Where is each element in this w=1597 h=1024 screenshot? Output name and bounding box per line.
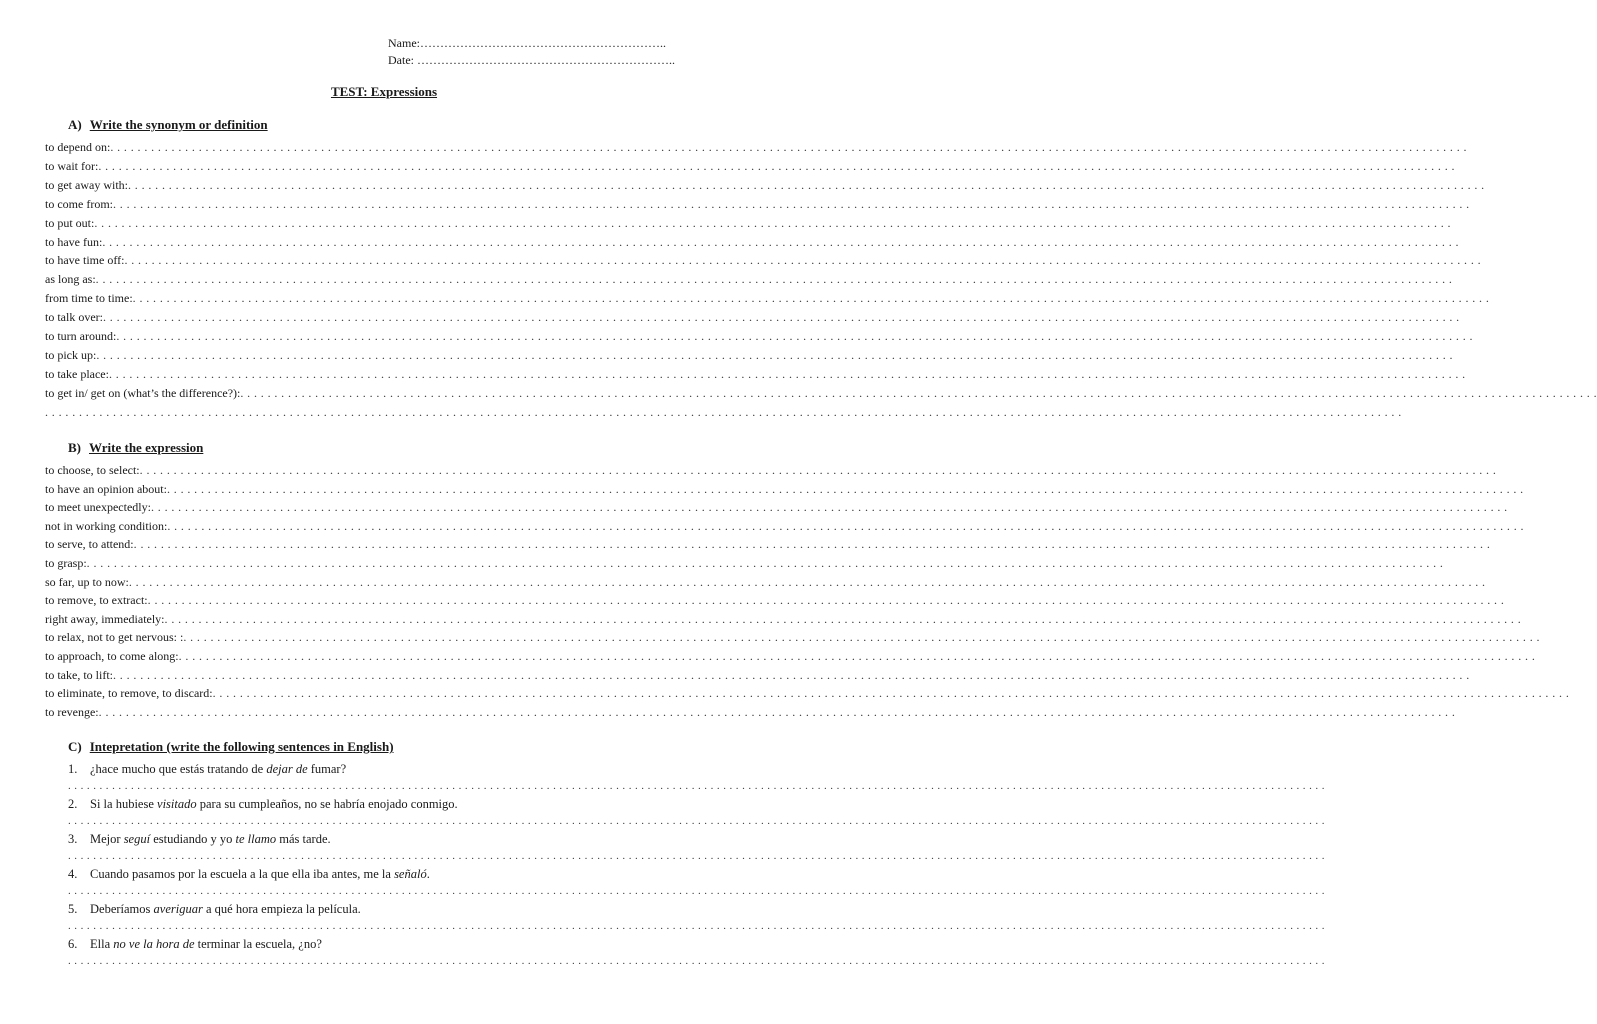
sentence-emphasis: dejar de	[266, 762, 308, 776]
section-a-item[interactable]	[45, 385, 1597, 401]
section-b-answer-blank[interactable]: . . . . . . . . . . . . . . . . . . . . . . . . . . . . . . . . . . . . . . . . . . . . . . . . . . . . . . . . . . . . . . . . . . . . . . . . . . . . . . . . . . . . . . . . . . . . . . . . . . . . . . . . . . . . . . . . . . . . . . . . . . . . . . . . . . . . . . . . . . . . . . . . . . . . . . . . . . . . . . . . . . . . . . . . . . . . . . . . . . . . . . . . . . . . . . . . . . . . . . . .	[147, 593, 1505, 608]
section-c-answer-line[interactable]: . . . . . . . . . . . . . . . . . . . . . . . . . . . . . . . . . . . . . . . . . . . . . . . . . . . . . . . . . . . . . . . . . . . . . . . . . . . . . . . . . . . . . . . . . . . . . . . . . . . . . . . . . . . . . . . . . . . . . . . . . . . . . . . . . . . . . . . . . . . . . . . . . . . . . . . . . . . . . . . . . . . . . . . . . . . . . . . . . . . . . . . . . . . . . . . . . . . . . . . .	[68, 955, 1325, 967]
section-a-item-label: to put out:	[45, 215, 95, 230]
sentence-text: Ella	[90, 937, 114, 951]
section-a-item-label: to turn around:	[45, 329, 117, 343]
section-a-item[interactable]	[45, 196, 1470, 212]
sentence-text: .	[426, 867, 430, 881]
date-line[interactable]	[388, 53, 675, 68]
sentence-text: Mejor	[90, 832, 124, 846]
section-c-answer-line[interactable]: . . . . . . . . . . . . . . . . . . . . . . . . . . . . . . . . . . . . . . . . . . . . . . . . . . . . . . . . . . . . . . . . . . . . . . . . . . . . . . . . . . . . . . . . . . . . . . . . . . . . . . . . . . . . . . . . . . . . . . . . . . . . . . . . . . . . . . . . . . . . . . . . . . . . . . . . . . . . . . . . . . . . . . . . . . . . . . . . . . . . . . . . . . . . . . . . . . . . . . . .	[68, 920, 1325, 932]
section-a-item-label: to get in/ get on (what’s the difference?):	[45, 385, 241, 400]
section-a-item[interactable]	[45, 234, 1459, 250]
section-a-item[interactable]	[45, 366, 1466, 382]
section-b-heading	[68, 440, 203, 456]
section-c-title: Intepretation (write the following sentences in English)	[89, 739, 394, 754]
sentence-emphasis: seguí	[123, 832, 151, 846]
section-b-item[interactable]	[45, 611, 1522, 627]
section-b-item-label: not in working condition:	[45, 518, 168, 533]
section-a-item-label: to have fun:	[45, 234, 103, 249]
sentence-text: para su cumpleaños, no se habría enojado conmigo.	[196, 797, 458, 811]
section-b-item[interactable]	[45, 593, 1505, 608]
section-b-answer-blank[interactable]: . . . . . . . . . . . . . . . . . . . . . . . . . . . . . . . . . . . . . . . . . . . . . . . . . . . . . . . . . . . . . . . . . . . . . . . . . . . . . . . . . . . . . . . . . . . . . . . . . . . . . . . . . . . . . . . . . . . . . . . . . . . . . . . . . . . . . . . . . . . . . . . . . . . . . . . . . . . . . . . . . . . . . . . . . . . . . . . . . . . . . . . . . . . . . . . . . . . . . . . .	[113, 667, 1470, 682]
section-b-item-label: to remove, to extract:	[45, 593, 148, 608]
section-b-item-label: to take, to lift:	[45, 667, 113, 682]
section-b-item[interactable]	[45, 630, 1540, 645]
section-b-title: Write the expression	[89, 440, 204, 455]
section-c-heading	[68, 739, 394, 755]
section-b-item-label: to relax, not to get nervous: :	[45, 630, 184, 645]
section-a-title: Write the synonym or definition	[89, 117, 268, 132]
section-a-item[interactable]	[45, 253, 1482, 268]
section-a-marker: A)	[68, 117, 82, 132]
section-a-answer-blank[interactable]: . . . . . . . . . . . . . . . . . . . . . . . . . . . . . . . . . . . . . . . . . . . . . . . . . . . . . . . . . . . . . . . . . . . . . . . . . . . . . . . . . . . . . . . . . . . . . . . . . . . . . . . . . . . . . . . . . . . . . . . . . . . . . . . . . . . . . . . . . . . . . . . . . . . . . . . . . . . . . . . . . . . . . . . . . . . . . . . . . . . . . . . . . . . . . . . . . . . . . . . .	[132, 291, 1490, 306]
sentence-number: 2.	[68, 797, 78, 811]
sentence-text: Si la hubiese	[90, 797, 158, 811]
sentence-text: Deberíamos	[90, 902, 154, 916]
section-b-item[interactable]	[45, 481, 1524, 497]
section-a-answer-blank[interactable]: . . . . . . . . . . . . . . . . . . . . . . . . . . . . . . . . . . . . . . . . . . . . . . . . . . . . . . . . . . . . . . . . . . . . . . . . . . . . . . . . . . . . . . . . . . . . . . . . . . . . . . . . . . . . . . . . . . . . . . . . . . . . . . . . . . . . . . . . . . . . . . . . . . . . . . . . . . . . . . . . . . . . . . . . . . . . . . . . . . . . . . . . . . . . . . . . . . . . . . . .	[94, 215, 1451, 230]
section-a-item[interactable]	[45, 347, 1453, 363]
section-a-item[interactable]	[45, 177, 1485, 193]
section-a-item[interactable]	[45, 140, 1467, 155]
section-a-answer-blank[interactable]: . . . . . . . . . . . . . . . . . . . . . . . . . . . . . . . . . . . . . . . . . . . . . . . . . . . . . . . . . . . . . . . . . . . . . . . . . . . . . . . . . . . . . . . . . . . . . . . . . . . . . . . . . . . . . . . . . . . . . . . . . . . . . . . . . . . . . . . . . . . . . . . . . . . . . . . . . . . . . . . . . . . . . . . . . . . . . . . . . . . . . . . . . . . . . . . . . . . . . . . .	[124, 253, 1482, 268]
section-b-item[interactable]	[45, 556, 1444, 571]
section-b-item[interactable]	[45, 518, 1524, 534]
section-b-answer-blank[interactable]: . . . . . . . . . . . . . . . . . . . . . . . . . . . . . . . . . . . . . . . . . . . . . . . . . . . . . . . . . . . . . . . . . . . . . . . . . . . . . . . . . . . . . . . . . . . . . . . . . . . . . . . . . . . . . . . . . . . . . . . . . . . . . . . . . . . . . . . . . . . . . . . . . . . . . . . . . . . . . . . . . . . . . . . . . . . . . . . . . . . . . . . . . . . . . . . . . . . . . . . .	[166, 481, 1524, 496]
sentence-text: a qué hora empieza la película.	[202, 902, 361, 916]
section-c-answer-line[interactable]: . . . . . . . . . . . . . . . . . . . . . . . . . . . . . . . . . . . . . . . . . . . . . . . . . . . . . . . . . . . . . . . . . . . . . . . . . . . . . . . . . . . . . . . . . . . . . . . . . . . . . . . . . . . . . . . . . . . . . . . . . . . . . . . . . . . . . . . . . . . . . . . . . . . . . . . . . . . . . . . . . . . . . . . . . . . . . . . . . . . . . . . . . . . . . . . . . . . . . . . .	[68, 850, 1325, 862]
section-c-answer-line[interactable]: . . . . . . . . . . . . . . . . . . . . . . . . . . . . . . . . . . . . . . . . . . . . . . . . . . . . . . . . . . . . . . . . . . . . . . . . . . . . . . . . . . . . . . . . . . . . . . . . . . . . . . . . . . . . . . . . . . . . . . . . . . . . . . . . . . . . . . . . . . . . . . . . . . . . . . . . . . . . . . . . . . . . . . . . . . . . . . . . . . . . . . . . . . . . . . . . . . . . . . . .	[68, 780, 1325, 792]
section-b-item[interactable]	[45, 500, 1508, 515]
section-a-item-label: to get away with:	[45, 177, 128, 192]
section-a-item-label: from time to time:	[45, 291, 133, 306]
section-b-item[interactable]	[45, 686, 1570, 701]
section-a-item[interactable]	[45, 158, 1455, 174]
section-a-item-label: to talk over:	[45, 310, 103, 325]
section-a-item-label: to have time off:	[45, 253, 125, 268]
section-a-answer-blank[interactable]: . . . . . . . . . . . . . . . . . . . . . . . . . . . . . . . . . . . . . . . . . . . . . . . . . . . . . . . . . . . . . . . . . . . . . . . . . . . . . . . . . . . . . . . . . . . . . . . . . . . . . . . . . . . . . . . . . . . . . . . . . . . . . . . . . . . . . . . . . . . . . . . . . . . . . . . . . . . . . . . . . . . . . . . . . . . . . . . . . . . . . . . . . . . . . . . . . . . . . . . .	[102, 310, 1460, 325]
section-b-answer-blank[interactable]: . . . . . . . . . . . . . . . . . . . . . . . . . . . . . . . . . . . . . . . . . . . . . . . . . . . . . . . . . . . . . . . . . . . . . . . . . . . . . . . . . . . . . . . . . . . . . . . . . . . . . . . . . . . . . . . . . . . . . . . . . . . . . . . . . . . . . . . . . . . . . . . . . . . . . . . . . . . . . . . . . . . . . . . . . . . . . . . . . . . . . . . . . . . . . . . . . . . . . . . .	[128, 574, 1486, 589]
section-a-extra-line[interactable]: . . . . . . . . . . . . . . . . . . . . . . . . . . . . . . . . . . . . . . . . . . . . . . . . . . . . . . . . . . . . . . . . . . . . . . . . . . . . . . . . . . . . . . . . . . . . . . . . . . . . . . . . . . . . . . . . . . . . . . . . . . . . . . . . . . . . . . . . . . . . . . . . . . . . . . . . . . . . . . . . . . . . . . . . . . . . . . . . . . . . . . . . . . . . . . . . . . . . . . . .	[45, 405, 1402, 419]
section-b-item[interactable]	[45, 704, 1456, 720]
section-b-item-label: to eliminate, to remove, to discard:	[45, 686, 213, 701]
section-a-answer-blank[interactable]: . . . . . . . . . . . . . . . . . . . . . . . . . . . . . . . . . . . . . . . . . . . . . . . . . . . . . . . . . . . . . . . . . . . . . . . . . . . . . . . . . . . . . . . . . . . . . . . . . . . . . . . . . . . . . . . . . . . . . . . . . . . . . . . . . . . . . . . . . . . . . . . . . . . . . . . . . . . . . . . . . . . . . . . . . . . . . . . . . . . . . . . . . . . . . . . . . . . . . . . .	[95, 272, 1453, 287]
name-blank[interactable]: ……………………………………………………..	[420, 36, 666, 50]
sentence-emphasis: te llamo	[235, 832, 277, 846]
section-a-item[interactable]	[45, 329, 1473, 344]
sentence-number: 3.	[68, 832, 78, 846]
page-title: TEST: Expressions	[330, 84, 438, 99]
section-b-item[interactable]	[45, 463, 1497, 478]
section-a-answer-blank[interactable]: . . . . . . . . . . . . . . . . . . . . . . . . . . . . . . . . . . . . . . . . . . . . . . . . . . . . . . . . . . . . . . . . . . . . . . . . . . . . . . . . . . . . . . . . . . . . . . . . . . . . . . . . . . . . . . . . . . . . . . . . . . . . . . . . . . . . . . . . . . . . . . . . . . . . . . . . . . . . . . . . . . . . . . . . . . . . . . . . . . . . . . . . . . . . . . . . . . . . . . . .	[110, 140, 1467, 154]
sentence-emphasis: señaló	[394, 867, 427, 881]
section-b-item[interactable]	[45, 574, 1486, 590]
sentence-number: 1.	[68, 762, 78, 776]
sentence-text: ¿hace mucho que estás tratando de	[90, 762, 267, 776]
section-a-item-label: to depend on:	[45, 140, 111, 154]
sentence-text: estudiando y yo	[150, 832, 236, 846]
sentence-number: 6.	[68, 937, 78, 951]
section-a-answer-blank[interactable]: . . . . . . . . . . . . . . . . . . . . . . . . . . . . . . . . . . . . . . . . . . . . . . . . . . . . . . . . . . . . . . . . . . . . . . . . . . . . . . . . . . . . . . . . . . . . . . . . . . . . . . . . . . . . . . . . . . . . . . . . . . . . . . . . . . . . . . . . . . . . . . . . . . . . . . . . . . . . . . . . . . . . . . . . . . . . . . . . . . . . . . . . . . . . . . . . . . . . . . . .	[116, 329, 1473, 343]
section-b-answer-blank[interactable]: . . . . . . . . . . . . . . . . . . . . . . . . . . . . . . . . . . . . . . . . . . . . . . . . . . . . . . . . . . . . . . . . . . . . . . . . . . . . . . . . . . . . . . . . . . . . . . . . . . . . . . . . . . . . . . . . . . . . . . . . . . . . . . . . . . . . . . . . . . . . . . . . . . . . . . . . . . . . . . . . . . . . . . . . . . . . . . . . . . . . . . . . . . . . . . . . . . . . . . . .	[183, 630, 1540, 645]
sentence-emphasis: no ve la hora de	[113, 937, 195, 951]
name-line[interactable]	[388, 36, 666, 51]
section-b-answer-blank[interactable]: . . . . . . . . . . . . . . . . . . . . . . . . . . . . . . . . . . . . . . . . . . . . . . . . . . . . . . . . . . . . . . . . . . . . . . . . . . . . . . . . . . . . . . . . . . . . . . . . . . . . . . . . . . . . . . . . . . . . . . . . . . . . . . . . . . . . . . . . . . . . . . . . . . . . . . . . . . . . . . . . . . . . . . . . . . . . . . . . . . . . . . . . . . . . . . . . . . . . . . . .	[167, 518, 1524, 533]
section-a-item[interactable]	[45, 291, 1490, 306]
section-b-answer-blank[interactable]: . . . . . . . . . . . . . . . . . . . . . . . . . . . . . . . . . . . . . . . . . . . . . . . . . . . . . . . . . . . . . . . . . . . . . . . . . . . . . . . . . . . . . . . . . . . . . . . . . . . . . . . . . . . . . . . . . . . . . . . . . . . . . . . . . . . . . . . . . . . . . . . . . . . . . . . . . . . . . . . . . . . . . . . . . . . . . . . . . . . . . . . . . . . . . . . . . . . . . . . .	[86, 556, 1444, 570]
section-c-sentence	[68, 832, 331, 847]
section-b-item-label: so far, up to now:	[45, 574, 129, 589]
section-c-marker: C)	[68, 739, 82, 754]
section-a-answer-blank[interactable]: . . . . . . . . . . . . . . . . . . . . . . . . . . . . . . . . . . . . . . . . . . . . . . . . . . . . . . . . . . . . . . . . . . . . . . . . . . . . . . . . . . . . . . . . . . . . . . . . . . . . . . . . . . . . . . . . . . . . . . . . . . . . . . . . . . . . . . . . . . . . . . . . . . . . . . . . . . . . . . . . . . . . . . . . . . . . . . . . . . . . . . . . . . . . . . . . . . . . . . . .	[240, 385, 1597, 400]
sentence-number: 5.	[68, 902, 78, 916]
section-b-answer-blank[interactable]: . . . . . . . . . . . . . . . . . . . . . . . . . . . . . . . . . . . . . . . . . . . . . . . . . . . . . . . . . . . . . . . . . . . . . . . . . . . . . . . . . . . . . . . . . . . . . . . . . . . . . . . . . . . . . . . . . . . . . . . . . . . . . . . . . . . . . . . . . . . . . . . . . . . . . . . . . . . . . . . . . . . . . . . . . . . . . . . . . . . . . . . . . . . . . . . . . . . . . . . .	[98, 704, 1456, 719]
section-a-item-label: to come from:	[45, 196, 113, 211]
sentence-text: más tarde.	[276, 832, 331, 846]
sentence-number: 4.	[68, 867, 78, 881]
section-c-sentence	[68, 902, 361, 917]
section-b-answer-blank[interactable]: . . . . . . . . . . . . . . . . . . . . . . . . . . . . . . . . . . . . . . . . . . . . . . . . . . . . . . . . . . . . . . . . . . . . . . . . . . . . . . . . . . . . . . . . . . . . . . . . . . . . . . . . . . . . . . . . . . . . . . . . . . . . . . . . . . . . . . . . . . . . . . . . . . . . . . . . . . . . . . . . . . . . . . . . . . . . . . . . . . . . . . . . . . . . . . . . . . . . . . . .	[178, 649, 1536, 663]
section-c-answer-line[interactable]: . . . . . . . . . . . . . . . . . . . . . . . . . . . . . . . . . . . . . . . . . . . . . . . . . . . . . . . . . . . . . . . . . . . . . . . . . . . . . . . . . . . . . . . . . . . . . . . . . . . . . . . . . . . . . . . . . . . . . . . . . . . . . . . . . . . . . . . . . . . . . . . . . . . . . . . . . . . . . . . . . . . . . . . . . . . . . . . . . . . . . . . . . . . . . . . . . . . . . . . .	[68, 885, 1325, 897]
sentence-emphasis: visitado	[157, 797, 197, 811]
name-label: Name:	[388, 36, 420, 50]
section-c-sentence	[68, 797, 458, 812]
section-a-item-label: to pick up:	[45, 347, 97, 362]
section-b-item-label: to meet unexpectedly:	[45, 500, 151, 515]
section-b-item-label: to have an opinion about:	[45, 481, 167, 496]
date-label: Date:	[388, 53, 414, 67]
section-b-item-label: to approach, to come along:	[45, 649, 179, 663]
section-b-item[interactable]	[45, 537, 1491, 552]
section-b-answer-blank[interactable]: . . . . . . . . . . . . . . . . . . . . . . . . . . . . . . . . . . . . . . . . . . . . . . . . . . . . . . . . . . . . . . . . . . . . . . . . . . . . . . . . . . . . . . . . . . . . . . . . . . . . . . . . . . . . . . . . . . . . . . . . . . . . . . . . . . . . . . . . . . . . . . . . . . . . . . . . . . . . . . . . . . . . . . . . . . . . . . . . . . . . . . . . . . . . . . . . . . . . . . . .	[212, 686, 1570, 701]
section-b-answer-blank[interactable]: . . . . . . . . . . . . . . . . . . . . . . . . . . . . . . . . . . . . . . . . . . . . . . . . . . . . . . . . . . . . . . . . . . . . . . . . . . . . . . . . . . . . . . . . . . . . . . . . . . . . . . . . . . . . . . . . . . . . . . . . . . . . . . . . . . . . . . . . . . . . . . . . . . . . . . . . . . . . . . . . . . . . . . . . . . . . . . . . . . . . . . . . . . . . . . . . . . . . . . . .	[133, 537, 1491, 552]
section-a-item-label: to wait for:	[45, 158, 99, 173]
section-c-answer-line[interactable]: . . . . . . . . . . . . . . . . . . . . . . . . . . . . . . . . . . . . . . . . . . . . . . . . . . . . . . . . . . . . . . . . . . . . . . . . . . . . . . . . . . . . . . . . . . . . . . . . . . . . . . . . . . . . . . . . . . . . . . . . . . . . . . . . . . . . . . . . . . . . . . . . . . . . . . . . . . . . . . . . . . . . . . . . . . . . . . . . . . . . . . . . . . . . . . . . . . . . . . . .	[68, 815, 1325, 827]
section-b-answer-blank[interactable]: . . . . . . . . . . . . . . . . . . . . . . . . . . . . . . . . . . . . . . . . . . . . . . . . . . . . . . . . . . . . . . . . . . . . . . . . . . . . . . . . . . . . . . . . . . . . . . . . . . . . . . . . . . . . . . . . . . . . . . . . . . . . . . . . . . . . . . . . . . . . . . . . . . . . . . . . . . . . . . . . . . . . . . . . . . . . . . . . . . . . . . . . . . . . . . . . . . . . . . . .	[150, 500, 1508, 515]
section-a-item[interactable]	[45, 272, 1453, 287]
section-c-sentence	[68, 937, 322, 952]
section-c-sentence	[68, 762, 346, 777]
section-a-heading	[68, 117, 268, 133]
section-b-marker: B)	[68, 440, 81, 455]
section-b-item-label: to revenge:	[45, 704, 99, 719]
section-b-item-label: to grasp:	[45, 556, 87, 570]
sentence-emphasis: averiguar	[153, 902, 203, 916]
section-b-item-label: right away, immediately:	[45, 611, 165, 626]
section-a-item-label: to take place:	[45, 366, 109, 381]
sentence-text: terminar la escuela, ¿no?	[194, 937, 322, 951]
section-a-answer-blank[interactable]: . . . . . . . . . . . . . . . . . . . . . . . . . . . . . . . . . . . . . . . . . . . . . . . . . . . . . . . . . . . . . . . . . . . . . . . . . . . . . . . . . . . . . . . . . . . . . . . . . . . . . . . . . . . . . . . . . . . . . . . . . . . . . . . . . . . . . . . . . . . . . . . . . . . . . . . . . . . . . . . . . . . . . . . . . . . . . . . . . . . . . . . . . . . . . . . . . . . . . . . .	[127, 177, 1485, 192]
section-a-item[interactable]	[45, 310, 1460, 325]
section-b-item-label: to serve, to attend:	[45, 537, 134, 552]
date-blank[interactable]: ………………………………………………………..	[417, 53, 675, 67]
section-c-sentence	[68, 867, 430, 882]
section-a-answer-blank[interactable]: . . . . . . . . . . . . . . . . . . . . . . . . . . . . . . . . . . . . . . . . . . . . . . . . . . . . . . . . . . . . . . . . . . . . . . . . . . . . . . . . . . . . . . . . . . . . . . . . . . . . . . . . . . . . . . . . . . . . . . . . . . . . . . . . . . . . . . . . . . . . . . . . . . . . . . . . . . . . . . . . . . . . . . . . . . . . . . . . . . . . . . . . . . . . . . . . . . . . . . . .	[98, 158, 1455, 173]
section-b-item-label: to choose, to select:	[45, 463, 140, 477]
section-a-answer-blank[interactable]: . . . . . . . . . . . . . . . . . . . . . . . . . . . . . . . . . . . . . . . . . . . . . . . . . . . . . . . . . . . . . . . . . . . . . . . . . . . . . . . . . . . . . . . . . . . . . . . . . . . . . . . . . . . . . . . . . . . . . . . . . . . . . . . . . . . . . . . . . . . . . . . . . . . . . . . . . . . . . . . . . . . . . . . . . . . . . . . . . . . . . . . . . . . . . . . . . . . . . . . .	[108, 366, 1466, 381]
section-a-answer-blank[interactable]: . . . . . . . . . . . . . . . . . . . . . . . . . . . . . . . . . . . . . . . . . . . . . . . . . . . . . . . . . . . . . . . . . . . . . . . . . . . . . . . . . . . . . . . . . . . . . . . . . . . . . . . . . . . . . . . . . . . . . . . . . . . . . . . . . . . . . . . . . . . . . . . . . . . . . . . . . . . . . . . . . . . . . . . . . . . . . . . . . . . . . . . . . . . . . . . . . . . . . . . .	[112, 196, 1470, 211]
section-a-item[interactable]	[45, 215, 1451, 231]
section-a-answer-blank[interactable]: . . . . . . . . . . . . . . . . . . . . . . . . . . . . . . . . . . . . . . . . . . . . . . . . . . . . . . . . . . . . . . . . . . . . . . . . . . . . . . . . . . . . . . . . . . . . . . . . . . . . . . . . . . . . . . . . . . . . . . . . . . . . . . . . . . . . . . . . . . . . . . . . . . . . . . . . . . . . . . . . . . . . . . . . . . . . . . . . . . . . . . . . . . . . . . . . . . . . . . . .	[102, 234, 1459, 249]
sentence-text: fumar?	[307, 762, 347, 776]
section-a-answer-blank[interactable]: . . . . . . . . . . . . . . . . . . . . . . . . . . . . . . . . . . . . . . . . . . . . . . . . . . . . . . . . . . . . . . . . . . . . . . . . . . . . . . . . . . . . . . . . . . . . . . . . . . . . . . . . . . . . . . . . . . . . . . . . . . . . . . . . . . . . . . . . . . . . . . . . . . . . . . . . . . . . . . . . . . . . . . . . . . . . . . . . . . . . . . . . . . . . . . . . . . . . . . . .	[96, 347, 1453, 362]
section-b-item[interactable]	[45, 649, 1536, 664]
section-b-item[interactable]	[45, 667, 1470, 683]
section-b-answer-blank[interactable]: . . . . . . . . . . . . . . . . . . . . . . . . . . . . . . . . . . . . . . . . . . . . . . . . . . . . . . . . . . . . . . . . . . . . . . . . . . . . . . . . . . . . . . . . . . . . . . . . . . . . . . . . . . . . . . . . . . . . . . . . . . . . . . . . . . . . . . . . . . . . . . . . . . . . . . . . . . . . . . . . . . . . . . . . . . . . . . . . . . . . . . . . . . . . . . . . . . . . . . . .	[139, 463, 1497, 477]
section-a-item-label: as long as:	[45, 272, 96, 287]
section-b-answer-blank[interactable]: . . . . . . . . . . . . . . . . . . . . . . . . . . . . . . . . . . . . . . . . . . . . . . . . . . . . . . . . . . . . . . . . . . . . . . . . . . . . . . . . . . . . . . . . . . . . . . . . . . . . . . . . . . . . . . . . . . . . . . . . . . . . . . . . . . . . . . . . . . . . . . . . . . . . . . . . . . . . . . . . . . . . . . . . . . . . . . . . . . . . . . . . . . . . . . . . . . . . . . . .	[164, 611, 1522, 626]
sentence-text: Cuando pasamos por la escuela a la que ella iba antes, me la	[90, 867, 395, 881]
